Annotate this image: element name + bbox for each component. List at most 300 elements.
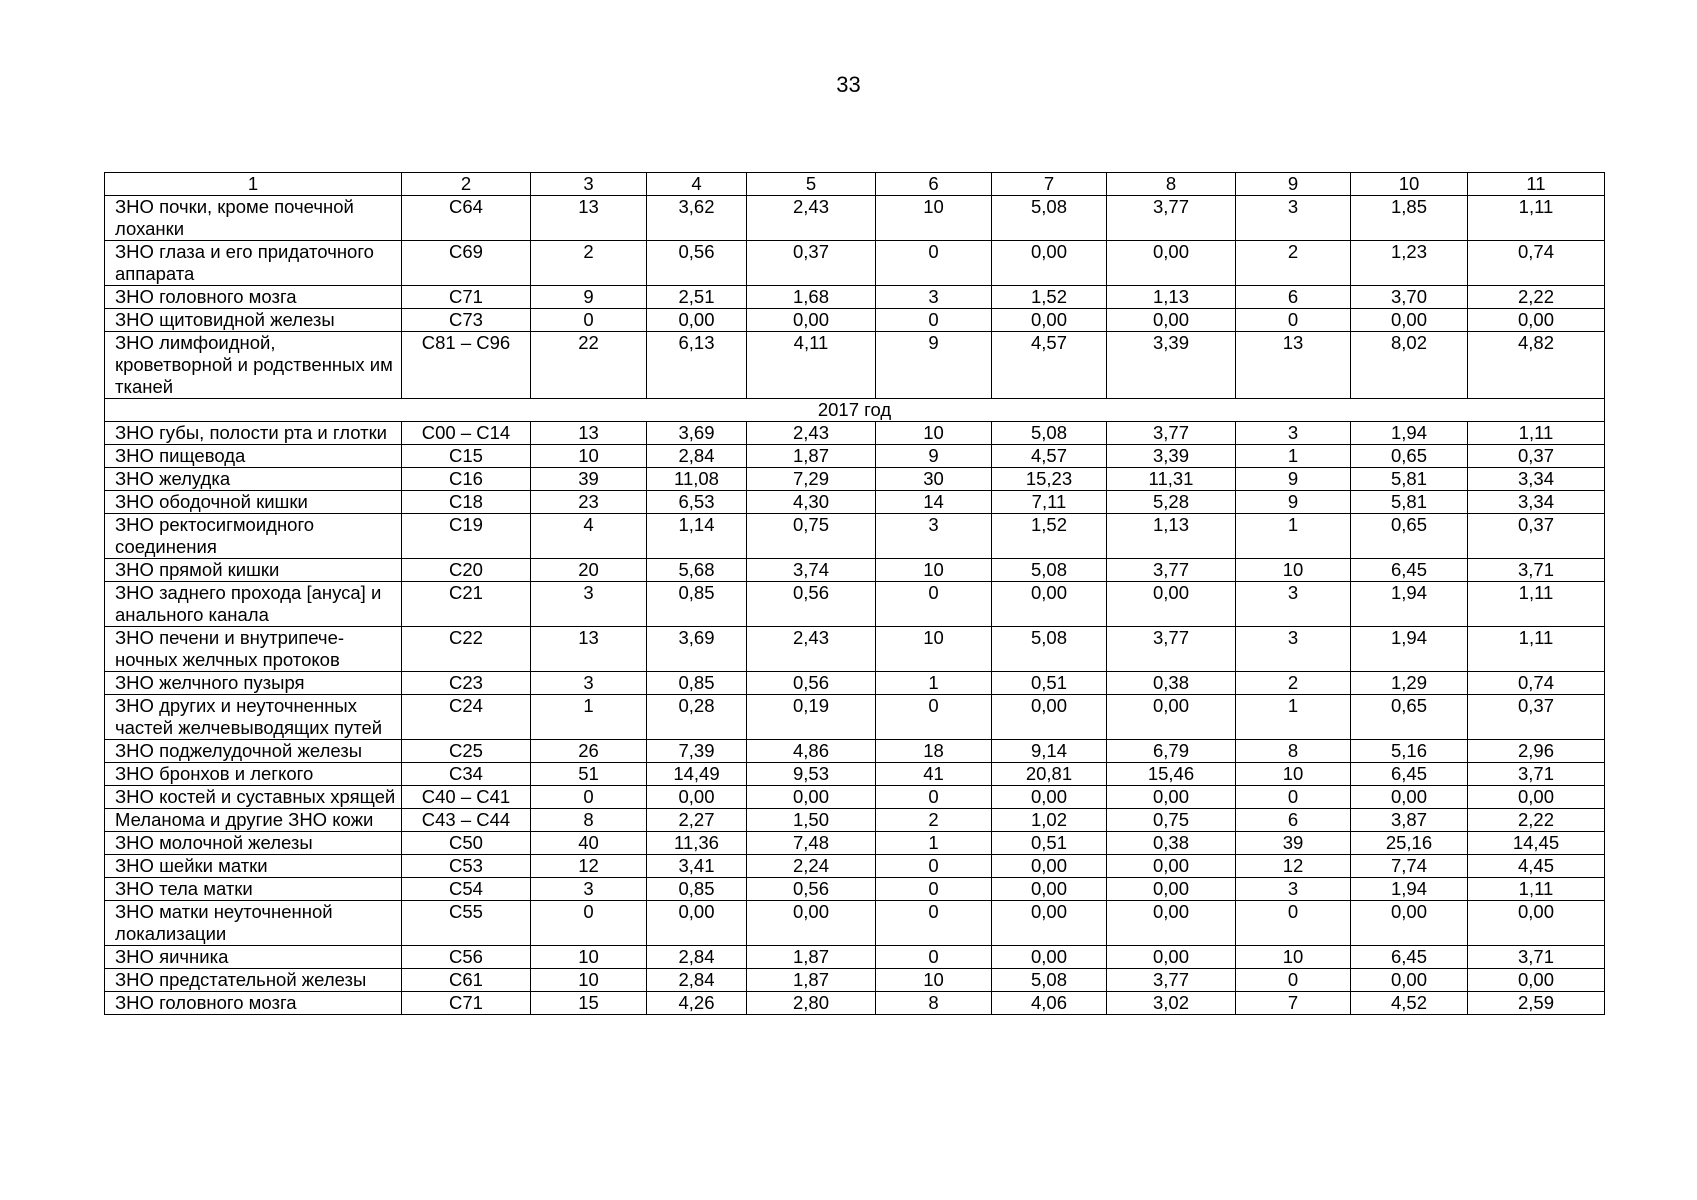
value-cell: 3,02 — [1107, 992, 1236, 1015]
icd-code-cell: C64 — [402, 196, 531, 241]
value-cell: 0,74 — [1468, 241, 1605, 286]
table-row — [105, 196, 1605, 241]
value-cell: 3,71 — [1468, 946, 1605, 969]
icd-code-cell: C16 — [402, 468, 531, 491]
value-cell: 2,84 — [647, 946, 747, 969]
table-row — [105, 855, 1605, 878]
value-cell: 3,77 — [1107, 196, 1236, 241]
table-row — [105, 809, 1605, 832]
value-cell: 6,45 — [1351, 559, 1468, 582]
diagnosis-name-cell: ЗНО печени и внутрипече-ночных желчных протоков — [105, 627, 402, 672]
value-cell: 3,69 — [647, 627, 747, 672]
icd-code-cell: C43 – C44 — [402, 809, 531, 832]
value-cell: 1 — [876, 832, 992, 855]
value-cell: 4,30 — [747, 491, 876, 514]
table-row — [105, 832, 1605, 855]
value-cell: 0,00 — [992, 901, 1107, 946]
diagnosis-name-cell: ЗНО почки, кроме почечной лоханки — [105, 196, 402, 241]
value-cell: 13 — [531, 627, 647, 672]
table-row — [105, 740, 1605, 763]
icd-code-cell: C69 — [402, 241, 531, 286]
value-cell: 0,51 — [992, 672, 1107, 695]
diagnosis-name-cell: ЗНО желчного пузыря — [105, 672, 402, 695]
diagnosis-name-cell: ЗНО лимфоидной, кроветворной и родственных им тканей — [105, 332, 402, 399]
value-cell: 10 — [531, 946, 647, 969]
value-cell: 1,14 — [647, 514, 747, 559]
value-cell: 0,74 — [1468, 672, 1605, 695]
value-cell: 4,57 — [992, 445, 1107, 468]
table-row — [105, 468, 1605, 491]
value-cell: 0,00 — [1468, 901, 1605, 946]
table-row — [105, 786, 1605, 809]
value-cell: 0,00 — [1107, 309, 1236, 332]
table-row — [105, 946, 1605, 969]
value-cell: 4,26 — [647, 992, 747, 1015]
icd-code-cell: C18 — [402, 491, 531, 514]
value-cell: 3 — [1236, 422, 1351, 445]
value-cell: 0,00 — [1107, 946, 1236, 969]
value-cell: 0,85 — [647, 878, 747, 901]
value-cell: 3 — [876, 514, 992, 559]
value-cell: 0,00 — [992, 241, 1107, 286]
value-cell: 3,77 — [1107, 627, 1236, 672]
value-cell: 0,00 — [992, 855, 1107, 878]
value-cell: 6 — [1236, 286, 1351, 309]
value-cell: 0,00 — [992, 946, 1107, 969]
value-cell: 3 — [531, 582, 647, 627]
value-cell: 3 — [531, 878, 647, 901]
value-cell: 2 — [876, 809, 992, 832]
value-cell: 6,45 — [1351, 946, 1468, 969]
diagnosis-name-cell: ЗНО костей и суставных хрящей — [105, 786, 402, 809]
column-number: 2 — [402, 173, 531, 196]
value-cell: 40 — [531, 832, 647, 855]
value-cell: 4,11 — [747, 332, 876, 399]
value-cell: 3,41 — [647, 855, 747, 878]
icd-code-cell: C53 — [402, 855, 531, 878]
column-number: 6 — [876, 173, 992, 196]
value-cell: 9,14 — [992, 740, 1107, 763]
value-cell: 0,00 — [1468, 786, 1605, 809]
diagnosis-name-cell: ЗНО бронхов и легкого — [105, 763, 402, 786]
value-cell: 8 — [1236, 740, 1351, 763]
value-cell: 2,22 — [1468, 286, 1605, 309]
table-row — [105, 627, 1605, 672]
value-cell: 1,94 — [1351, 422, 1468, 445]
value-cell: 3 — [531, 672, 647, 695]
table-row — [105, 695, 1605, 740]
value-cell: 11,31 — [1107, 468, 1236, 491]
table-row — [105, 491, 1605, 514]
value-cell: 0 — [876, 695, 992, 740]
column-number: 1 — [105, 173, 402, 196]
diagnosis-name-cell: ЗНО тела матки — [105, 878, 402, 901]
column-number: 3 — [531, 173, 647, 196]
value-cell: 0,38 — [1107, 672, 1236, 695]
diagnosis-name-cell: Меланома и другие ЗНО кожи — [105, 809, 402, 832]
value-cell: 7,39 — [647, 740, 747, 763]
diagnosis-name-cell: ЗНО поджелудочной железы — [105, 740, 402, 763]
value-cell: 0,38 — [1107, 832, 1236, 855]
icd-code-cell: C50 — [402, 832, 531, 855]
value-cell: 3,77 — [1107, 422, 1236, 445]
value-cell: 0,85 — [647, 582, 747, 627]
value-cell: 0,00 — [1107, 786, 1236, 809]
diagnosis-name-cell: ЗНО шейки матки — [105, 855, 402, 878]
value-cell: 2 — [1236, 672, 1351, 695]
table-row — [105, 286, 1605, 309]
value-cell: 0,56 — [747, 878, 876, 901]
value-cell: 2,27 — [647, 809, 747, 832]
table-row — [105, 672, 1605, 695]
icd-code-cell: C15 — [402, 445, 531, 468]
value-cell: 1,13 — [1107, 514, 1236, 559]
icd-code-cell: C20 — [402, 559, 531, 582]
diagnosis-name-cell: ЗНО щитовидной железы — [105, 309, 402, 332]
value-cell: 4,45 — [1468, 855, 1605, 878]
value-cell: 3 — [1236, 582, 1351, 627]
value-cell: 23 — [531, 491, 647, 514]
value-cell: 0,37 — [747, 241, 876, 286]
column-number: 10 — [1351, 173, 1468, 196]
value-cell: 10 — [1236, 763, 1351, 786]
table-row — [105, 878, 1605, 901]
icd-code-cell: C19 — [402, 514, 531, 559]
value-cell: 0,00 — [647, 309, 747, 332]
value-cell: 2,43 — [747, 422, 876, 445]
value-cell: 5,81 — [1351, 491, 1468, 514]
value-cell: 0,00 — [992, 695, 1107, 740]
value-cell: 3,70 — [1351, 286, 1468, 309]
diagnosis-name-cell: ЗНО матки неуточненной локализации — [105, 901, 402, 946]
value-cell: 3,71 — [1468, 763, 1605, 786]
value-cell: 20,81 — [992, 763, 1107, 786]
value-cell: 2,84 — [647, 445, 747, 468]
value-cell: 1 — [1236, 514, 1351, 559]
diagnosis-name-cell: ЗНО головного мозга — [105, 992, 402, 1015]
value-cell: 1,11 — [1468, 627, 1605, 672]
value-cell: 9 — [876, 332, 992, 399]
value-cell: 9 — [1236, 468, 1351, 491]
value-cell: 3,74 — [747, 559, 876, 582]
value-cell: 3 — [876, 286, 992, 309]
value-cell: 6,13 — [647, 332, 747, 399]
icd-code-cell: C71 — [402, 286, 531, 309]
column-number: 11 — [1468, 173, 1605, 196]
value-cell: 1,94 — [1351, 627, 1468, 672]
value-cell: 0,00 — [1107, 241, 1236, 286]
value-cell: 8,02 — [1351, 332, 1468, 399]
value-cell: 2,80 — [747, 992, 876, 1015]
value-cell: 0,37 — [1468, 445, 1605, 468]
value-cell: 0,00 — [992, 582, 1107, 627]
value-cell: 1,50 — [747, 809, 876, 832]
value-cell: 0,00 — [747, 786, 876, 809]
value-cell: 10 — [1236, 946, 1351, 969]
value-cell: 1,13 — [1107, 286, 1236, 309]
value-cell: 4,82 — [1468, 332, 1605, 399]
value-cell: 6,45 — [1351, 763, 1468, 786]
page-number: 33 — [836, 72, 861, 97]
table-row — [105, 969, 1605, 992]
value-cell: 0,00 — [1351, 309, 1468, 332]
value-cell: 0,00 — [992, 786, 1107, 809]
value-cell: 5,68 — [647, 559, 747, 582]
value-cell: 3 — [1236, 878, 1351, 901]
table-row — [105, 332, 1605, 399]
value-cell: 2,96 — [1468, 740, 1605, 763]
value-cell: 0,85 — [647, 672, 747, 695]
diagnosis-name-cell: ЗНО пищевода — [105, 445, 402, 468]
value-cell: 0,00 — [1107, 878, 1236, 901]
year-section-label: 2017 год — [105, 399, 1605, 422]
diagnosis-name-cell: ЗНО головного мозга — [105, 286, 402, 309]
value-cell: 0,00 — [1468, 309, 1605, 332]
table-row — [105, 763, 1605, 786]
value-cell: 5,08 — [992, 969, 1107, 992]
value-cell: 25,16 — [1351, 832, 1468, 855]
value-cell: 14,45 — [1468, 832, 1605, 855]
value-cell: 5,28 — [1107, 491, 1236, 514]
value-cell: 10 — [876, 422, 992, 445]
icd-code-cell: C25 — [402, 740, 531, 763]
value-cell: 11,08 — [647, 468, 747, 491]
value-cell: 6,53 — [647, 491, 747, 514]
icd-code-cell: C54 — [402, 878, 531, 901]
icd-code-cell: C22 — [402, 627, 531, 672]
column-number: 5 — [747, 173, 876, 196]
value-cell: 20 — [531, 559, 647, 582]
value-cell: 3 — [1236, 196, 1351, 241]
value-cell: 5,08 — [992, 627, 1107, 672]
value-cell: 9 — [1236, 491, 1351, 514]
value-cell: 0 — [1236, 901, 1351, 946]
value-cell: 4 — [531, 514, 647, 559]
diagnosis-name-cell: ЗНО прямой кишки — [105, 559, 402, 582]
value-cell: 0,51 — [992, 832, 1107, 855]
table-row — [105, 422, 1605, 445]
value-cell: 7 — [1236, 992, 1351, 1015]
value-cell: 0,00 — [1107, 582, 1236, 627]
value-cell: 1 — [1236, 695, 1351, 740]
value-cell: 0,19 — [747, 695, 876, 740]
value-cell: 1,87 — [747, 969, 876, 992]
value-cell: 0,00 — [1107, 855, 1236, 878]
value-cell: 1,68 — [747, 286, 876, 309]
icd-code-cell: C34 — [402, 763, 531, 786]
icd-code-cell: C73 — [402, 309, 531, 332]
value-cell: 13 — [531, 422, 647, 445]
table-row — [105, 582, 1605, 627]
value-cell: 3,39 — [1107, 445, 1236, 468]
value-cell: 1,11 — [1468, 196, 1605, 241]
value-cell: 8 — [531, 809, 647, 832]
value-cell: 0 — [876, 241, 992, 286]
icd-code-cell: C56 — [402, 946, 531, 969]
diagnosis-name-cell: ЗНО ректосигмоидного соединения — [105, 514, 402, 559]
value-cell: 15,23 — [992, 468, 1107, 491]
value-cell: 2 — [1236, 241, 1351, 286]
value-cell: 0 — [876, 878, 992, 901]
value-cell: 6,79 — [1107, 740, 1236, 763]
value-cell: 0,56 — [747, 672, 876, 695]
value-cell: 1 — [876, 672, 992, 695]
value-cell: 3,34 — [1468, 491, 1605, 514]
value-cell: 1 — [531, 695, 647, 740]
column-number: 7 — [992, 173, 1107, 196]
diagnosis-name-cell: ЗНО желудка — [105, 468, 402, 491]
value-cell: 10 — [531, 445, 647, 468]
value-cell: 1,11 — [1468, 878, 1605, 901]
value-cell: 0 — [1236, 969, 1351, 992]
value-cell: 5,81 — [1351, 468, 1468, 491]
value-cell: 0 — [531, 309, 647, 332]
value-cell: 12 — [531, 855, 647, 878]
value-cell: 3,87 — [1351, 809, 1468, 832]
icd-code-cell: C40 – C41 — [402, 786, 531, 809]
column-number: 9 — [1236, 173, 1351, 196]
value-cell: 0,00 — [1351, 786, 1468, 809]
value-cell: 7,74 — [1351, 855, 1468, 878]
value-cell: 4,06 — [992, 992, 1107, 1015]
value-cell: 0,00 — [1351, 969, 1468, 992]
value-cell: 0 — [1236, 786, 1351, 809]
value-cell: 0 — [531, 786, 647, 809]
value-cell: 10 — [876, 559, 992, 582]
value-cell: 51 — [531, 763, 647, 786]
column-number: 4 — [647, 173, 747, 196]
table-row — [105, 992, 1605, 1015]
value-cell: 0,00 — [1351, 901, 1468, 946]
value-cell: 1,23 — [1351, 241, 1468, 286]
value-cell: 41 — [876, 763, 992, 786]
value-cell: 7,48 — [747, 832, 876, 855]
value-cell: 13 — [531, 196, 647, 241]
value-cell: 0,65 — [1351, 514, 1468, 559]
value-cell: 3 — [1236, 627, 1351, 672]
value-cell: 0,56 — [647, 241, 747, 286]
value-cell: 0,00 — [992, 309, 1107, 332]
table-row — [105, 559, 1605, 582]
incidence-table — [104, 172, 1605, 1015]
value-cell: 0,00 — [992, 878, 1107, 901]
value-cell: 6 — [1236, 809, 1351, 832]
value-cell: 5,16 — [1351, 740, 1468, 763]
value-cell: 1,87 — [747, 445, 876, 468]
table-row — [105, 514, 1605, 559]
value-cell: 2,51 — [647, 286, 747, 309]
value-cell: 1,94 — [1351, 878, 1468, 901]
value-cell: 2,22 — [1468, 809, 1605, 832]
value-cell: 0,37 — [1468, 695, 1605, 740]
icd-code-cell: C71 — [402, 992, 531, 1015]
value-cell: 26 — [531, 740, 647, 763]
value-cell: 3,77 — [1107, 559, 1236, 582]
table-row — [105, 445, 1605, 468]
value-cell: 0,28 — [647, 695, 747, 740]
value-cell: 0 — [876, 946, 992, 969]
value-cell: 14 — [876, 491, 992, 514]
value-cell: 10 — [876, 969, 992, 992]
value-cell: 1,11 — [1468, 422, 1605, 445]
value-cell: 0 — [876, 901, 992, 946]
diagnosis-name-cell: ЗНО ободочной кишки — [105, 491, 402, 514]
icd-code-cell: C24 — [402, 695, 531, 740]
year-section-row — [105, 399, 1605, 422]
value-cell: 13 — [1236, 332, 1351, 399]
value-cell: 5,08 — [992, 196, 1107, 241]
value-cell: 0,00 — [747, 309, 876, 332]
value-cell: 3,39 — [1107, 332, 1236, 399]
value-cell: 3,71 — [1468, 559, 1605, 582]
value-cell: 0,56 — [747, 582, 876, 627]
icd-code-cell: C23 — [402, 672, 531, 695]
value-cell: 4,52 — [1351, 992, 1468, 1015]
value-cell: 0,65 — [1351, 695, 1468, 740]
value-cell: 9 — [531, 286, 647, 309]
value-cell: 2,84 — [647, 969, 747, 992]
value-cell: 2,24 — [747, 855, 876, 878]
value-cell: 7,29 — [747, 468, 876, 491]
value-cell: 39 — [531, 468, 647, 491]
value-cell: 39 — [1236, 832, 1351, 855]
value-cell: 0,00 — [1107, 695, 1236, 740]
diagnosis-name-cell: ЗНО других и неуточненных частей желчевыводящих путей — [105, 695, 402, 740]
value-cell: 0 — [876, 582, 992, 627]
value-cell: 10 — [531, 969, 647, 992]
value-cell: 9 — [876, 445, 992, 468]
value-cell: 3,34 — [1468, 468, 1605, 491]
value-cell: 2,43 — [747, 627, 876, 672]
diagnosis-name-cell: ЗНО предстательной железы — [105, 969, 402, 992]
value-cell: 0,00 — [1468, 969, 1605, 992]
value-cell: 11,36 — [647, 832, 747, 855]
value-cell: 1,02 — [992, 809, 1107, 832]
value-cell: 10 — [1236, 559, 1351, 582]
value-cell: 1,29 — [1351, 672, 1468, 695]
value-cell: 1,85 — [1351, 196, 1468, 241]
value-cell: 14,49 — [647, 763, 747, 786]
value-cell: 1,52 — [992, 286, 1107, 309]
value-cell: 0,00 — [1107, 901, 1236, 946]
value-cell: 1 — [1236, 445, 1351, 468]
value-cell: 0 — [876, 309, 992, 332]
value-cell: 0,75 — [747, 514, 876, 559]
value-cell: 1,94 — [1351, 582, 1468, 627]
value-cell: 0,00 — [647, 901, 747, 946]
value-cell: 22 — [531, 332, 647, 399]
value-cell: 15,46 — [1107, 763, 1236, 786]
value-cell: 0,37 — [1468, 514, 1605, 559]
diagnosis-name-cell: ЗНО губы, полости рта и глотки — [105, 422, 402, 445]
value-cell: 5,08 — [992, 422, 1107, 445]
value-cell: 7,11 — [992, 491, 1107, 514]
value-cell: 3,77 — [1107, 969, 1236, 992]
value-cell: 3,69 — [647, 422, 747, 445]
value-cell: 4,57 — [992, 332, 1107, 399]
value-cell: 5,08 — [992, 559, 1107, 582]
value-cell: 1,11 — [1468, 582, 1605, 627]
value-cell: 9,53 — [747, 763, 876, 786]
value-cell: 0 — [876, 786, 992, 809]
value-cell: 2,59 — [1468, 992, 1605, 1015]
value-cell: 0 — [1236, 309, 1351, 332]
value-cell: 2,43 — [747, 196, 876, 241]
table-row — [105, 901, 1605, 946]
diagnosis-name-cell: ЗНО заднего прохода [ануса] и анального канала — [105, 582, 402, 627]
value-cell: 15 — [531, 992, 647, 1015]
table-row — [105, 241, 1605, 286]
